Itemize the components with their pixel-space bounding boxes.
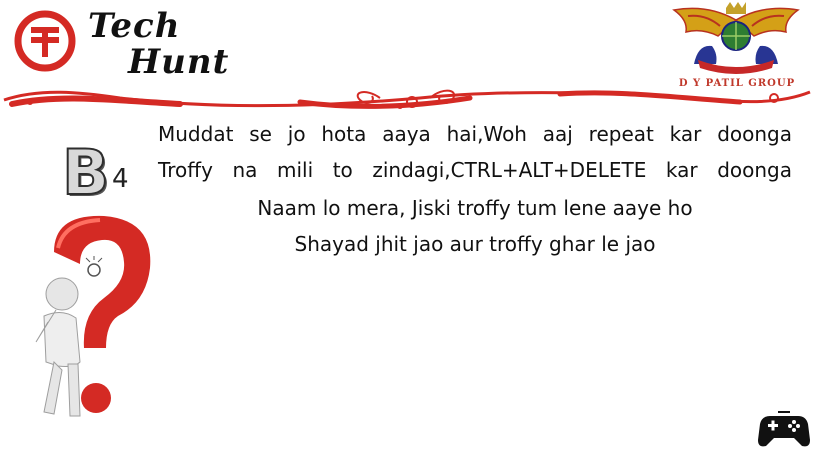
red-swash-divider <box>0 80 815 116</box>
gamepad-icon <box>756 410 812 450</box>
round-letter: B <box>62 136 110 209</box>
brand-name-line-1: Tech <box>88 6 181 46</box>
crest-caption: D Y PATIL GROUP <box>678 78 796 89</box>
puzzle-line-3: Naam lo mera, Jiski troffy tum lene aaye ho <box>257 196 693 220</box>
puzzle-line-2: Troffy na mili to zindagi,CTRL+ALT+DELETE kar doonga <box>158 158 792 182</box>
tech-hunt-emblem-icon <box>14 10 76 72</box>
dy-patil-crest-icon <box>668 2 804 76</box>
puzzle-line-1: Muddat se jo hota aaya hai,Woh aaj repeat kar doonga <box>158 122 792 146</box>
thinking-figure-question-mark-icon <box>14 212 164 432</box>
puzzle-line-4: Shayad jhit jao aur troffy ghar le jao <box>294 232 656 256</box>
brand-name-line-2: Hunt <box>128 42 230 82</box>
round-number: 4 <box>112 164 129 194</box>
